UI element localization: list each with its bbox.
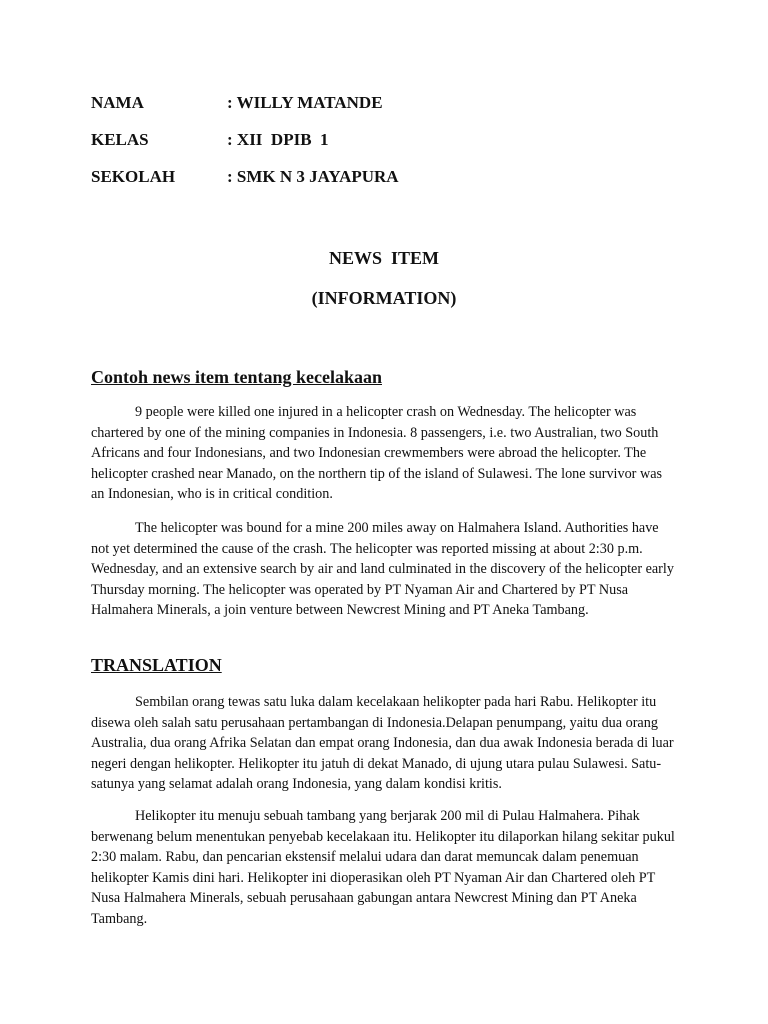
name-label: NAMA [91,93,144,112]
example-heading: Contoh news item tentang kecelakaan [91,367,382,387]
example-paragraph-2: The helicopter was bound for a mine 200 miles away on Halmahera Island. Authorities have not yet determined the cause of the crash. The helicopter was reported missing at about 2:30 p.m. Wednesday, and an extensive search by air and land culminated in the discovery of the helicopter early Thursday morning. The helicopter was operated by PT Nyaman Air and Chartered by PT Nusa Halmahera Minerals, a join venture between Newcrest Mining and PT Aneka Tambang. [91,520,674,618]
example-paragraph-1: 9 people were killed one injured in a helicopter crash on Wednesday. The helicopter was chartered by one of the mining companies in Indonesia. 8 passengers, i.e. two Australian, two South Africans and four Indonesians, and two Indonesian crewmembers were abroad the helicopter. The helicopter crashed near Manado, on the northern tip of the island of Sulawesi. The lone survivor was an Indonesian, who is in critical condition. [91,404,663,502]
name-value: : WILLY MATANDE [227,93,383,112]
school-label: SEKOLAH [91,167,176,186]
class-value: : XII DPIB 1 [227,130,329,149]
page-subtitle: (INFORMATION) [311,288,457,308]
translation-paragraph-2: Helikopter itu menuju sebuah tambang yang berjarak 200 mil di Pulau Halmahera. Pihak berwenang belum menentukan penyebab kecelakaan itu. Helikopter itu dilaporkan hilang sekitar pukul 2:30 malam. Rabu, dan pencarian ekstensif melalui udara dan darat memuncak dalam penemuan helikopter Kamis dini hari. Helikopter ini dioperasikan oleh PT Nyaman Air dan Chartered oleh PT Nusa Halmahera Minerals, sebuah perusahaan gabungan antara Newcrest Mining dan PT Aneka Tambang. [91,808,675,927]
translation-heading: TRANSLATION [91,655,222,675]
page-title: NEWS ITEM [328,248,440,268]
school-value: : SMK N 3 JAYAPURA [227,167,399,186]
translation-paragraph-1: Sembilan orang tewas satu luka dalam kecelakaan helikopter pada hari Rabu. Helikopter itu disewa oleh salah satu perusahaan pertambangan di Indonesia.Delapan penumpang, yaitu dua orang Australia, dua orang Afrika Selatan dan empat orang Indonesia, dan dua awak Indonesia berada di luar negeri dengan helikopter. Helikopter itu jatuh di dekat Manado, di ujung utara pulau Sulawesi. Satu-satunya yang selamat adalah orang Indonesia, yang dalam kondisi kritis. [91,694,674,792]
class-label: KELAS [91,130,149,149]
